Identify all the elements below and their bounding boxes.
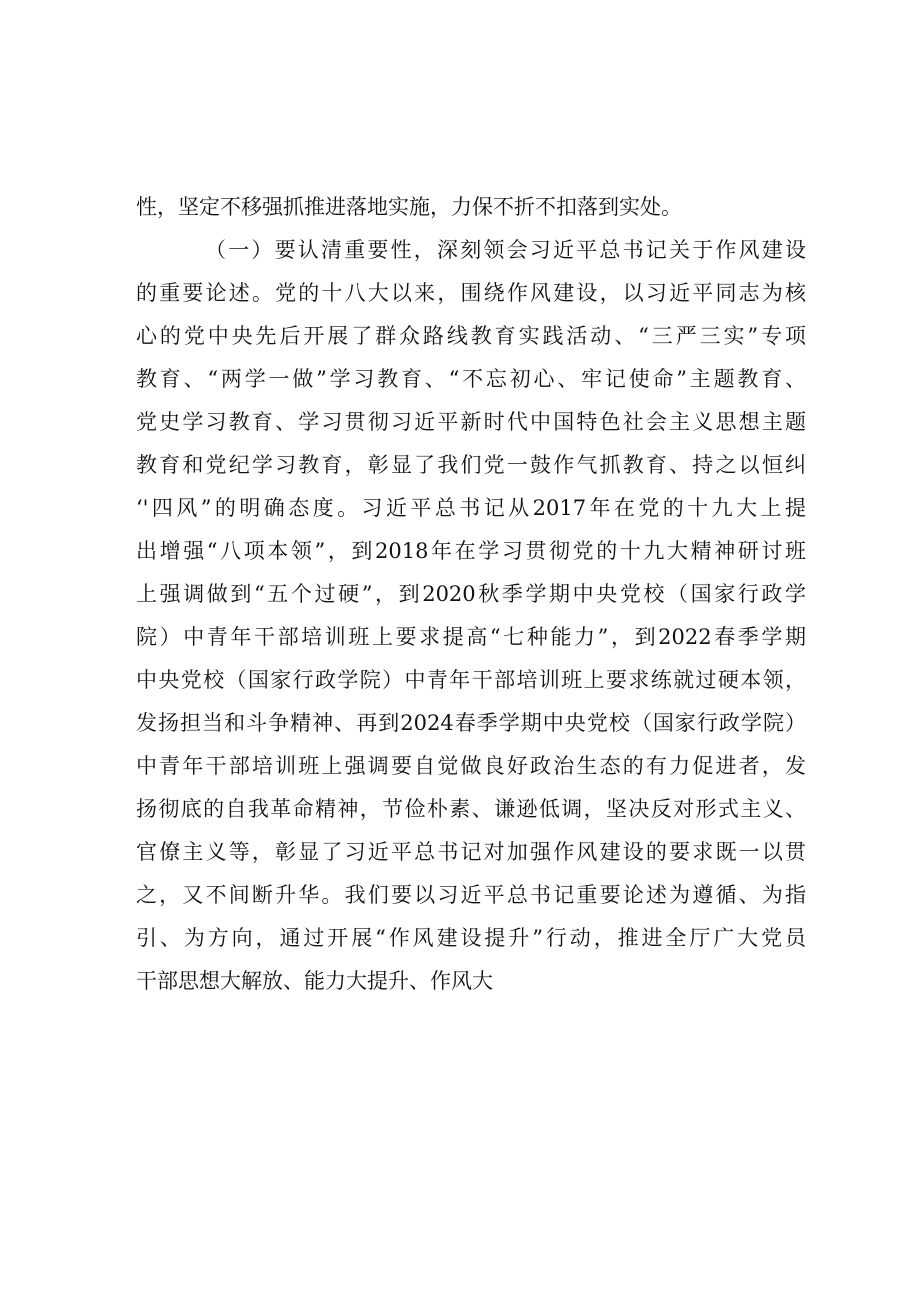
text-line: 中青年干部培训班上强调要自觉做良好政治生态的有力促进者，发 [136,754,806,778]
text-line: ‘'四风”的明确态度。习近平总书记从2017年在党的十九大上提 [136,496,806,520]
text-line: 上强调做到“五个过硬”，到2020秋季学期中央党校（国家行政学 [136,582,806,606]
text-line: 教育和党纪学习教育，彰显了我们党一鼓作气抓教育、持之以恒纠 [136,453,806,477]
text-line: 引、为方向，通过开展“作风建设提升”行动，推进全厅广大党员 [136,926,806,950]
text-line: 发扬担当和斗争精神、再到2024春季学期中央党校（国家行政学院） [136,711,806,735]
text-line: 党史学习教育、学习贯彻习近平新时代中国特色社会主义思想主题 [136,410,806,434]
text-line: 中央党校（国家行政学院）中青年干部培训班上要求练就过硬本领， [136,668,806,692]
text-line: 之，又不间断升华。我们要以习近平总书记重要论述为遵循、为指 [136,883,806,907]
text-line: 的重要论述。党的十八大以来，围绕作风建设，以习近平同志为核 [136,281,806,305]
text-line: 性，坚定不移强抓推进落地实施，力保不折不扣落到实处。 [136,195,682,219]
text-line: 出增强“八项本领”，到2018年在学习贯彻党的十九大精神研讨班 [136,539,806,563]
text-line: 干部思想大解放、能力大提升、作风大 [136,969,493,993]
text-line: 院）中青年干部培训班上要求提高“七种能力”，到2022春季学期 [136,625,806,649]
text-line: 教育、“两学一做”学习教育、“不忘初心、牢记使命”主题教育、 [136,367,806,391]
text-line: 心的党中央先后开展了群众路线教育实践活动、“三严三实”专项 [136,324,806,348]
text-line: 官僚主义等，彰显了习近平总书记对加强作风建设的要求既一以贯 [136,840,806,864]
body-text [136,186,806,1003]
text-line: 扬彻底的自我革命精神，节俭朴素、谦逊低调，坚决反对形式主义、 [136,797,806,821]
section-heading-line: （一）要认清重要性，深刻领会习近平总书记关于作风建设 [205,238,806,262]
